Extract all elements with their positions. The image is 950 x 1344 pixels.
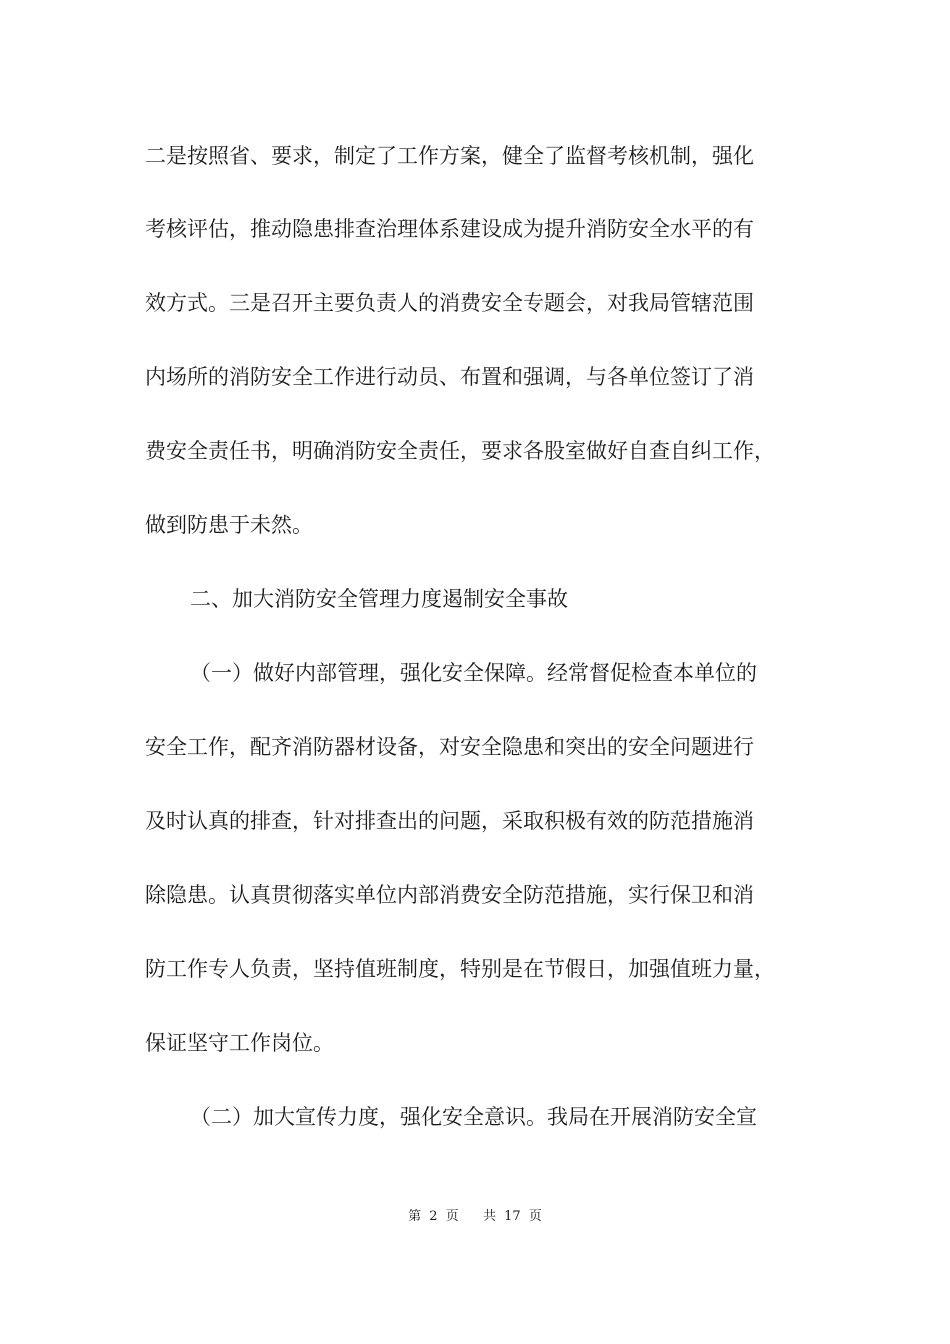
paragraph-line: （一）做好内部管理，强化安全保障。经常督促检查本单位的 xyxy=(190,661,757,685)
paragraph-line: 保证坚守工作岗位。 xyxy=(145,1031,334,1055)
paragraph-line: 二是按照省、要求，制定了工作方案，健全了监督考核机制，强化 xyxy=(145,144,754,168)
footer-total-prefix: 共 xyxy=(483,1209,497,1224)
page-footer xyxy=(0,1208,950,1226)
paragraph-line: 内场所的消防安全工作进行动员、布置和强调，与各单位签订了消 xyxy=(145,365,754,389)
paragraph-line: 考核评估，推动隐患排查治理体系建设成为提升消防安全水平的有 xyxy=(145,217,754,241)
footer-page-total: 17 xyxy=(504,1209,521,1224)
paragraph-line: 防工作专人负责，坚持值班制度，特别是在节假日，加强值班力量， xyxy=(145,957,775,981)
paragraph-line: 及时认真的排查，针对排查出的问题，采取积极有效的防范措施消 xyxy=(145,809,754,833)
footer-total-unit: 页 xyxy=(528,1209,542,1224)
paragraph-line: （二）加大宣传力度，强化安全意识。我局在开展消防安全宣 xyxy=(190,1105,757,1129)
paragraph-line: 效方式。三是召开主要负责人的消费安全专题会，对我局管辖范围 xyxy=(145,291,754,315)
footer-page-unit: 页 xyxy=(445,1209,459,1224)
section-heading: 二、加大消防安全管理力度遏制安全事故 xyxy=(190,587,568,611)
paragraph-line: 费安全责任书，明确消防安全责任，要求各股室做好自查自纠工作， xyxy=(145,439,775,463)
paragraph-line: 做到防患于未然。 xyxy=(145,513,313,537)
paragraph-line: 安全工作，配齐消防器材设备，对安全隐患和突出的安全问题进行 xyxy=(145,735,754,759)
footer-page-current: 2 xyxy=(429,1209,438,1224)
footer-page-prefix: 第 xyxy=(408,1209,422,1224)
paragraph-line: 除隐患。认真贯彻落实单位内部消费安全防范措施，实行保卫和消 xyxy=(145,883,754,907)
